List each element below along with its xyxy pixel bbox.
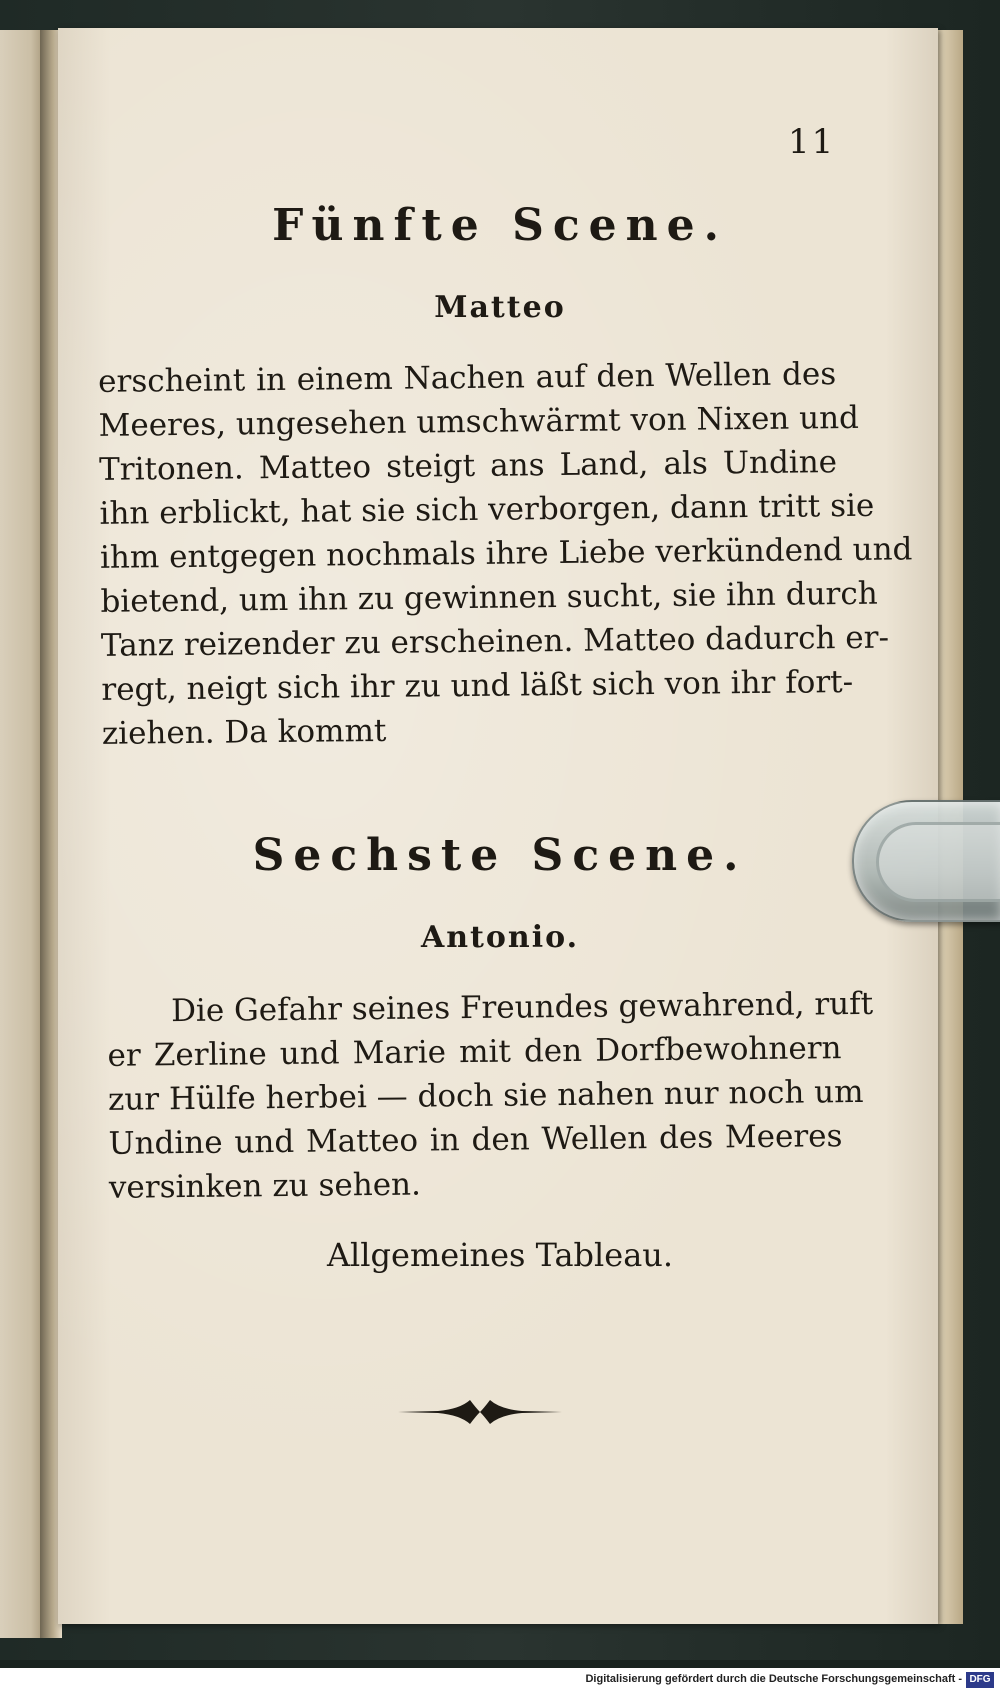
text-line: erscheint in einem Nachen auf den Wellen des <box>97 356 837 400</box>
text-line: Undine und Matteo in den Wellen des Meeres <box>108 1118 843 1162</box>
text-line: zur Hülfe herbei — doch sie nahen nur noch um <box>107 1073 864 1118</box>
scene-heading-6: Sechste Scene. <box>252 830 748 881</box>
paper-clip-inner <box>876 822 1000 902</box>
character-name-matteo: Matteo <box>434 290 566 325</box>
text-line: Tanz reizender zu erscheinen. Matteo dadurch er- <box>100 619 890 664</box>
ornament-divider-icon <box>398 1392 562 1432</box>
text-line: ziehen. Da kommt <box>101 712 387 752</box>
stage-direction-scene-5 <box>97 352 913 756</box>
text-line: Tritonen. Matteo steigt ans Land, als Undine <box>98 444 838 488</box>
funding-credit: Digitalisierung gefördert durch die Deutsche Forschungsgemeinschaft - <box>585 1673 962 1685</box>
text-line: er Zerline und Marie mit den Dorfbewohnern <box>107 1030 842 1074</box>
character-name-antonio: Antonio. <box>420 920 580 955</box>
footer-bar <box>0 1668 1000 1696</box>
text-line: versinken zu sehen. <box>108 1166 422 1206</box>
dfg-logo: DFG <box>966 1672 994 1688</box>
text-line: Die Gefahr seines Freundes gewahrend, ruft <box>170 985 874 1030</box>
text-line: ihn erblickt, hat sie sich verborgen, dann tritt sie <box>99 487 875 532</box>
book-page <box>58 28 938 1624</box>
text-line: regt, neigt sich ihr zu und läßt sich von ihr fort- <box>101 663 854 708</box>
closing-tableau: Allgemeines Tableau. <box>326 1236 674 1274</box>
text-line: Meeres, ungesehen umschwärmt von Nixen und <box>98 399 860 444</box>
text-line: bietend, um ihn zu gewinnen sucht, sie ihn durch <box>100 575 878 620</box>
page-number: 11 <box>788 122 836 162</box>
text-line: ihm entgegen nochmals ihre Liebe verkündend und <box>99 531 913 576</box>
scene-heading-5: Fünfte Scene. <box>272 200 728 251</box>
stage-direction-scene-6 <box>107 982 874 1210</box>
